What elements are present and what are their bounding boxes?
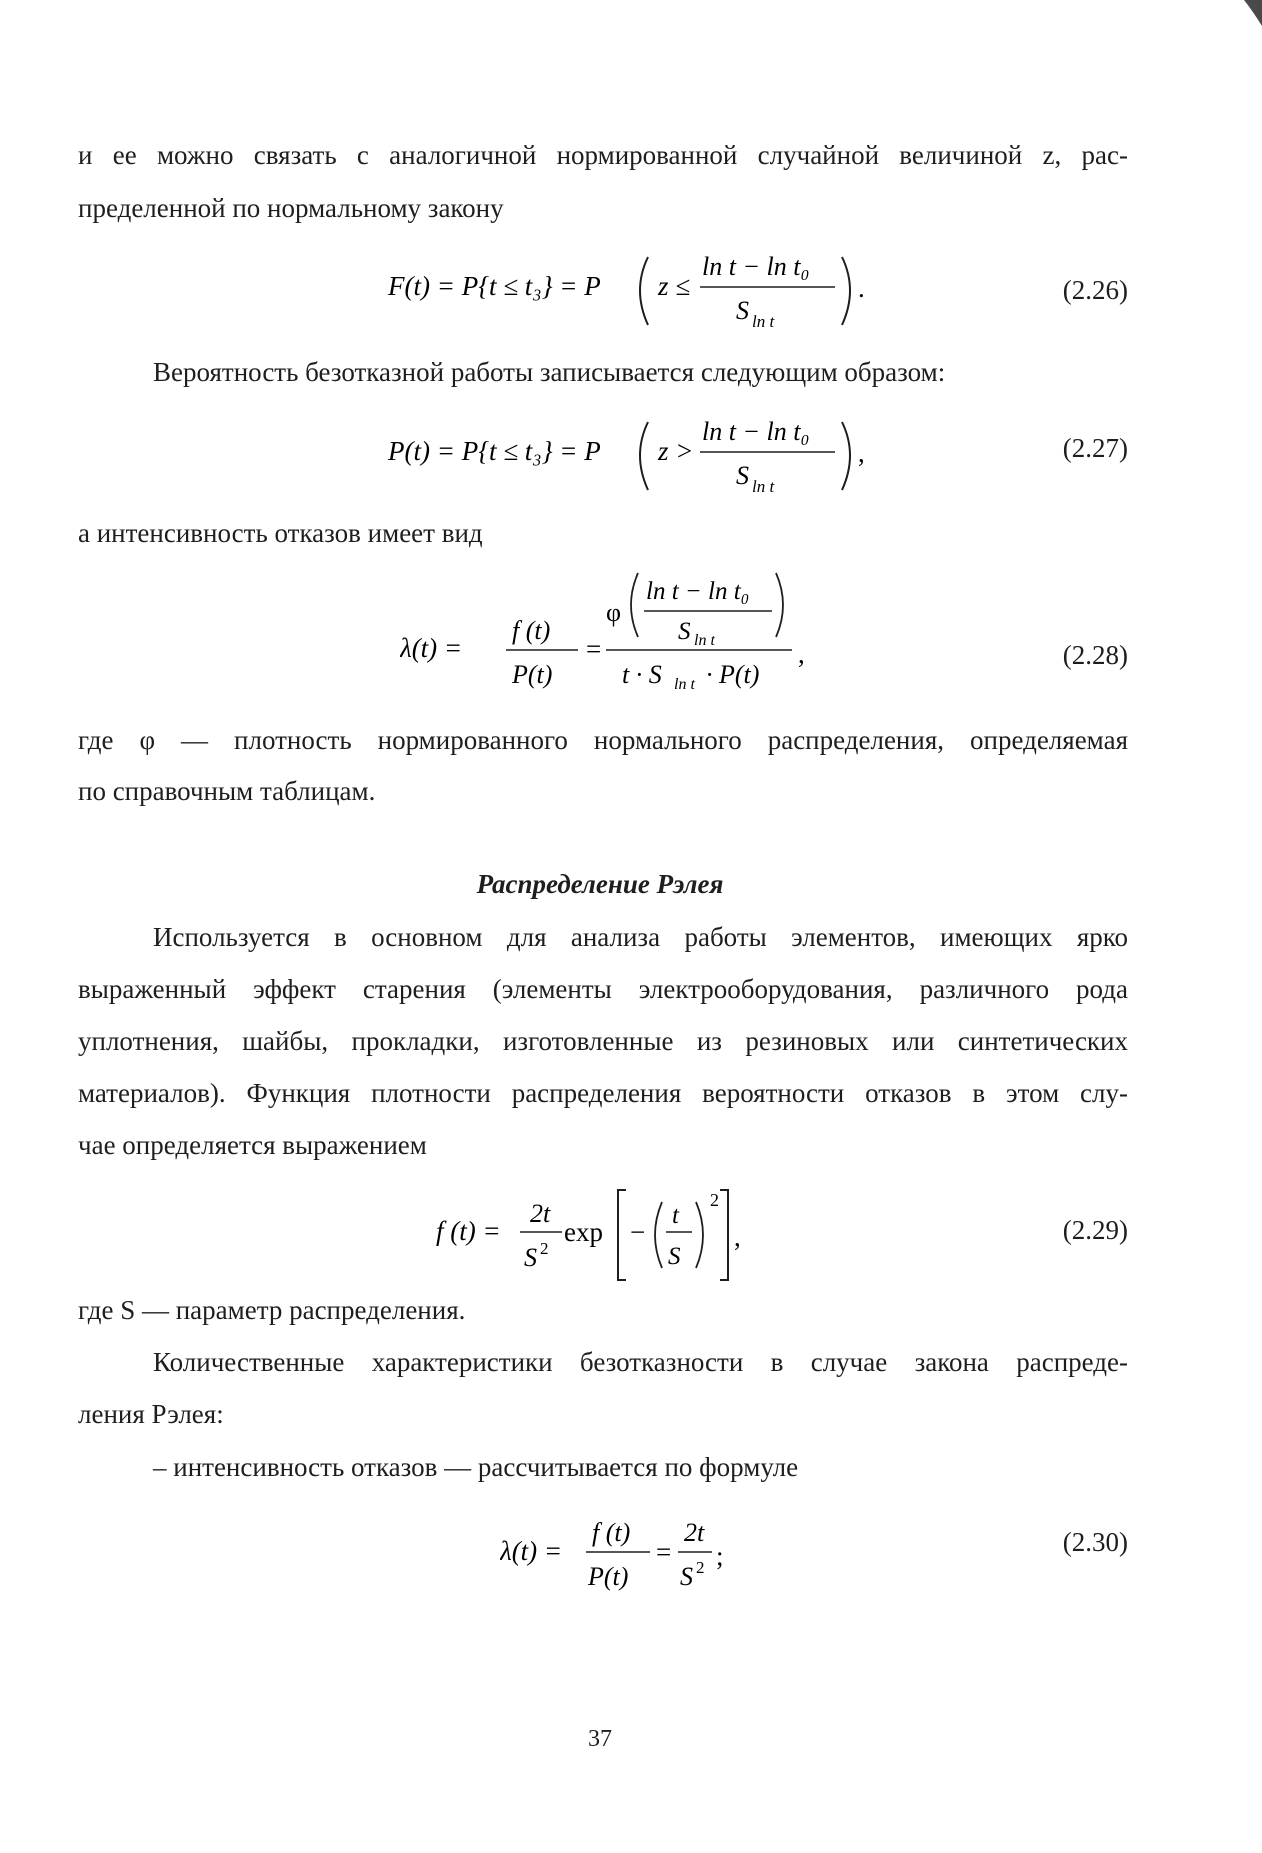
equation-number-2-26: (2.26) — [1062, 275, 1128, 305]
eq226-lhs: F(t) = P{t ≤ t₃} = P — [388, 271, 601, 301]
section-heading: Распределение Рэлея — [476, 869, 724, 899]
eq227-arg: z > — [658, 436, 694, 466]
bullet-item: – интенсивность отказов — рассчитывается по формуле — [153, 1452, 799, 1482]
eq227-tail: , — [858, 438, 865, 468]
eq228-f-num: f (t) — [512, 616, 551, 645]
eq229-tail: , — [734, 1222, 741, 1252]
eq229-num: 2t — [530, 1199, 551, 1228]
left-paren — [640, 422, 648, 490]
equation-number-2-28: (2.28) — [1062, 640, 1128, 670]
equation-2-29 — [436, 1180, 756, 1285]
eq228-inner-den: S — [678, 618, 691, 645]
rayleigh-line-5: чае определяется выражением — [78, 1130, 427, 1160]
equation-number-2-29: (2.29) — [1062, 1215, 1128, 1245]
eq226-den-sub: ln t — [752, 312, 775, 331]
eq230-num1: f (t) — [592, 1518, 631, 1547]
where-phi-line-1: где φ — плотность нормированного нормального распределения, определяемая — [78, 725, 1128, 755]
rayleigh-line-2: выраженный эффект старения (элементы электрооборудования, различного рода — [78, 974, 1128, 1004]
eq230-den2: S — [680, 1562, 693, 1591]
right-paren — [842, 422, 850, 490]
left-paren — [655, 1202, 662, 1268]
eq228-tail: , — [798, 639, 805, 669]
right-paren — [776, 573, 783, 637]
eq229-den: S — [524, 1243, 537, 1272]
eq228-inner-den-sub: ln t — [694, 632, 715, 649]
eq226-arg: z ≤ — [658, 271, 691, 301]
eq230-tail: ; — [716, 1541, 724, 1571]
equals-sign: = — [656, 1537, 672, 1567]
rayleigh-line-4: материалов). Функция плотности распределения вероятности отказов в этом слу- — [78, 1078, 1128, 1108]
left-paren — [640, 257, 648, 325]
page-number: 37 — [588, 1726, 612, 1752]
rayleigh-line-1: Используется в основном для анализа работы элементов, имеющих ярко — [153, 922, 1128, 952]
eq227-num: ln t − ln t₀ — [702, 417, 810, 446]
right-paren — [696, 1202, 703, 1268]
equation-number-2-30: (2.30) — [1062, 1527, 1128, 1557]
right-bracket — [720, 1190, 728, 1280]
where-phi-line-2: по справочным таблицам. — [78, 776, 376, 806]
eq230-den1: P(t) — [588, 1562, 629, 1591]
eq230-num2: 2t — [684, 1518, 705, 1547]
eq230-den2-sup: 2 — [696, 1558, 705, 1577]
eq227-lhs: P(t) = P{t ≤ t₃} = P — [388, 436, 601, 466]
eq227-den: S — [736, 461, 749, 490]
eq230-lhs: λ(t) = — [500, 1536, 563, 1566]
eq226-tail: . — [858, 273, 865, 303]
right-paren — [842, 257, 850, 325]
equation-2-30 — [500, 1505, 740, 1600]
intro-line-2: пределенной по нормальному закону — [78, 193, 504, 223]
eq228-inner-num: ln t − ln t₀ — [646, 578, 750, 605]
eq228-den-b: · P(t) — [706, 660, 760, 689]
quant-line-2: ления Рэлея: — [78, 1399, 224, 1429]
eq228-f-den: P(t) — [512, 660, 553, 689]
eq229-lhs: f (t) = — [436, 1216, 501, 1246]
scan-corner-mark — [1240, 0, 1262, 30]
eq227-den-sub: ln t — [752, 477, 775, 496]
eq228-den-a: t · S — [622, 660, 662, 689]
equation-2-28 — [400, 565, 820, 700]
quant-line-1: Количественные характеристики безотказности в случае закона распреде- — [153, 1347, 1128, 1377]
eq229-sup: 2 — [710, 1190, 719, 1210]
left-bracket — [618, 1190, 626, 1280]
eq226-num: ln t − ln t₀ — [702, 252, 810, 281]
intro-line-1: и ее можно связать с аналогичной нормированной случайной величиной z, рас- — [78, 140, 1128, 170]
eq226-den: S — [736, 296, 749, 325]
eq229-minus: − — [630, 1217, 646, 1247]
eq228-lhs: λ(t) = — [400, 633, 463, 663]
eq228-phi: φ — [606, 598, 622, 627]
eq229-exp: exp — [564, 1217, 603, 1247]
rayleigh-line-3: уплотнения, шайбы, прокладки, изготовленные из резиновых или синтетических — [78, 1026, 1128, 1056]
probability-text: Вероятность безотказной работы записывается следующим образом: — [153, 357, 946, 387]
equation-number-2-27: (2.27) — [1062, 433, 1128, 463]
equals-sign: = — [586, 634, 602, 664]
where-s-text: где S — параметр распределения. — [78, 1295, 466, 1325]
left-paren — [631, 573, 638, 637]
eq229-den-sup: 2 — [540, 1239, 549, 1258]
intensity-text: а интенсивность отказов имеет вид — [78, 518, 483, 548]
eq228-den-sub: ln t — [674, 676, 695, 693]
eq229-s: S — [668, 1243, 681, 1270]
eq229-t: t — [672, 1202, 679, 1229]
equation-2-26 — [380, 245, 880, 335]
equation-2-27 — [380, 410, 880, 500]
